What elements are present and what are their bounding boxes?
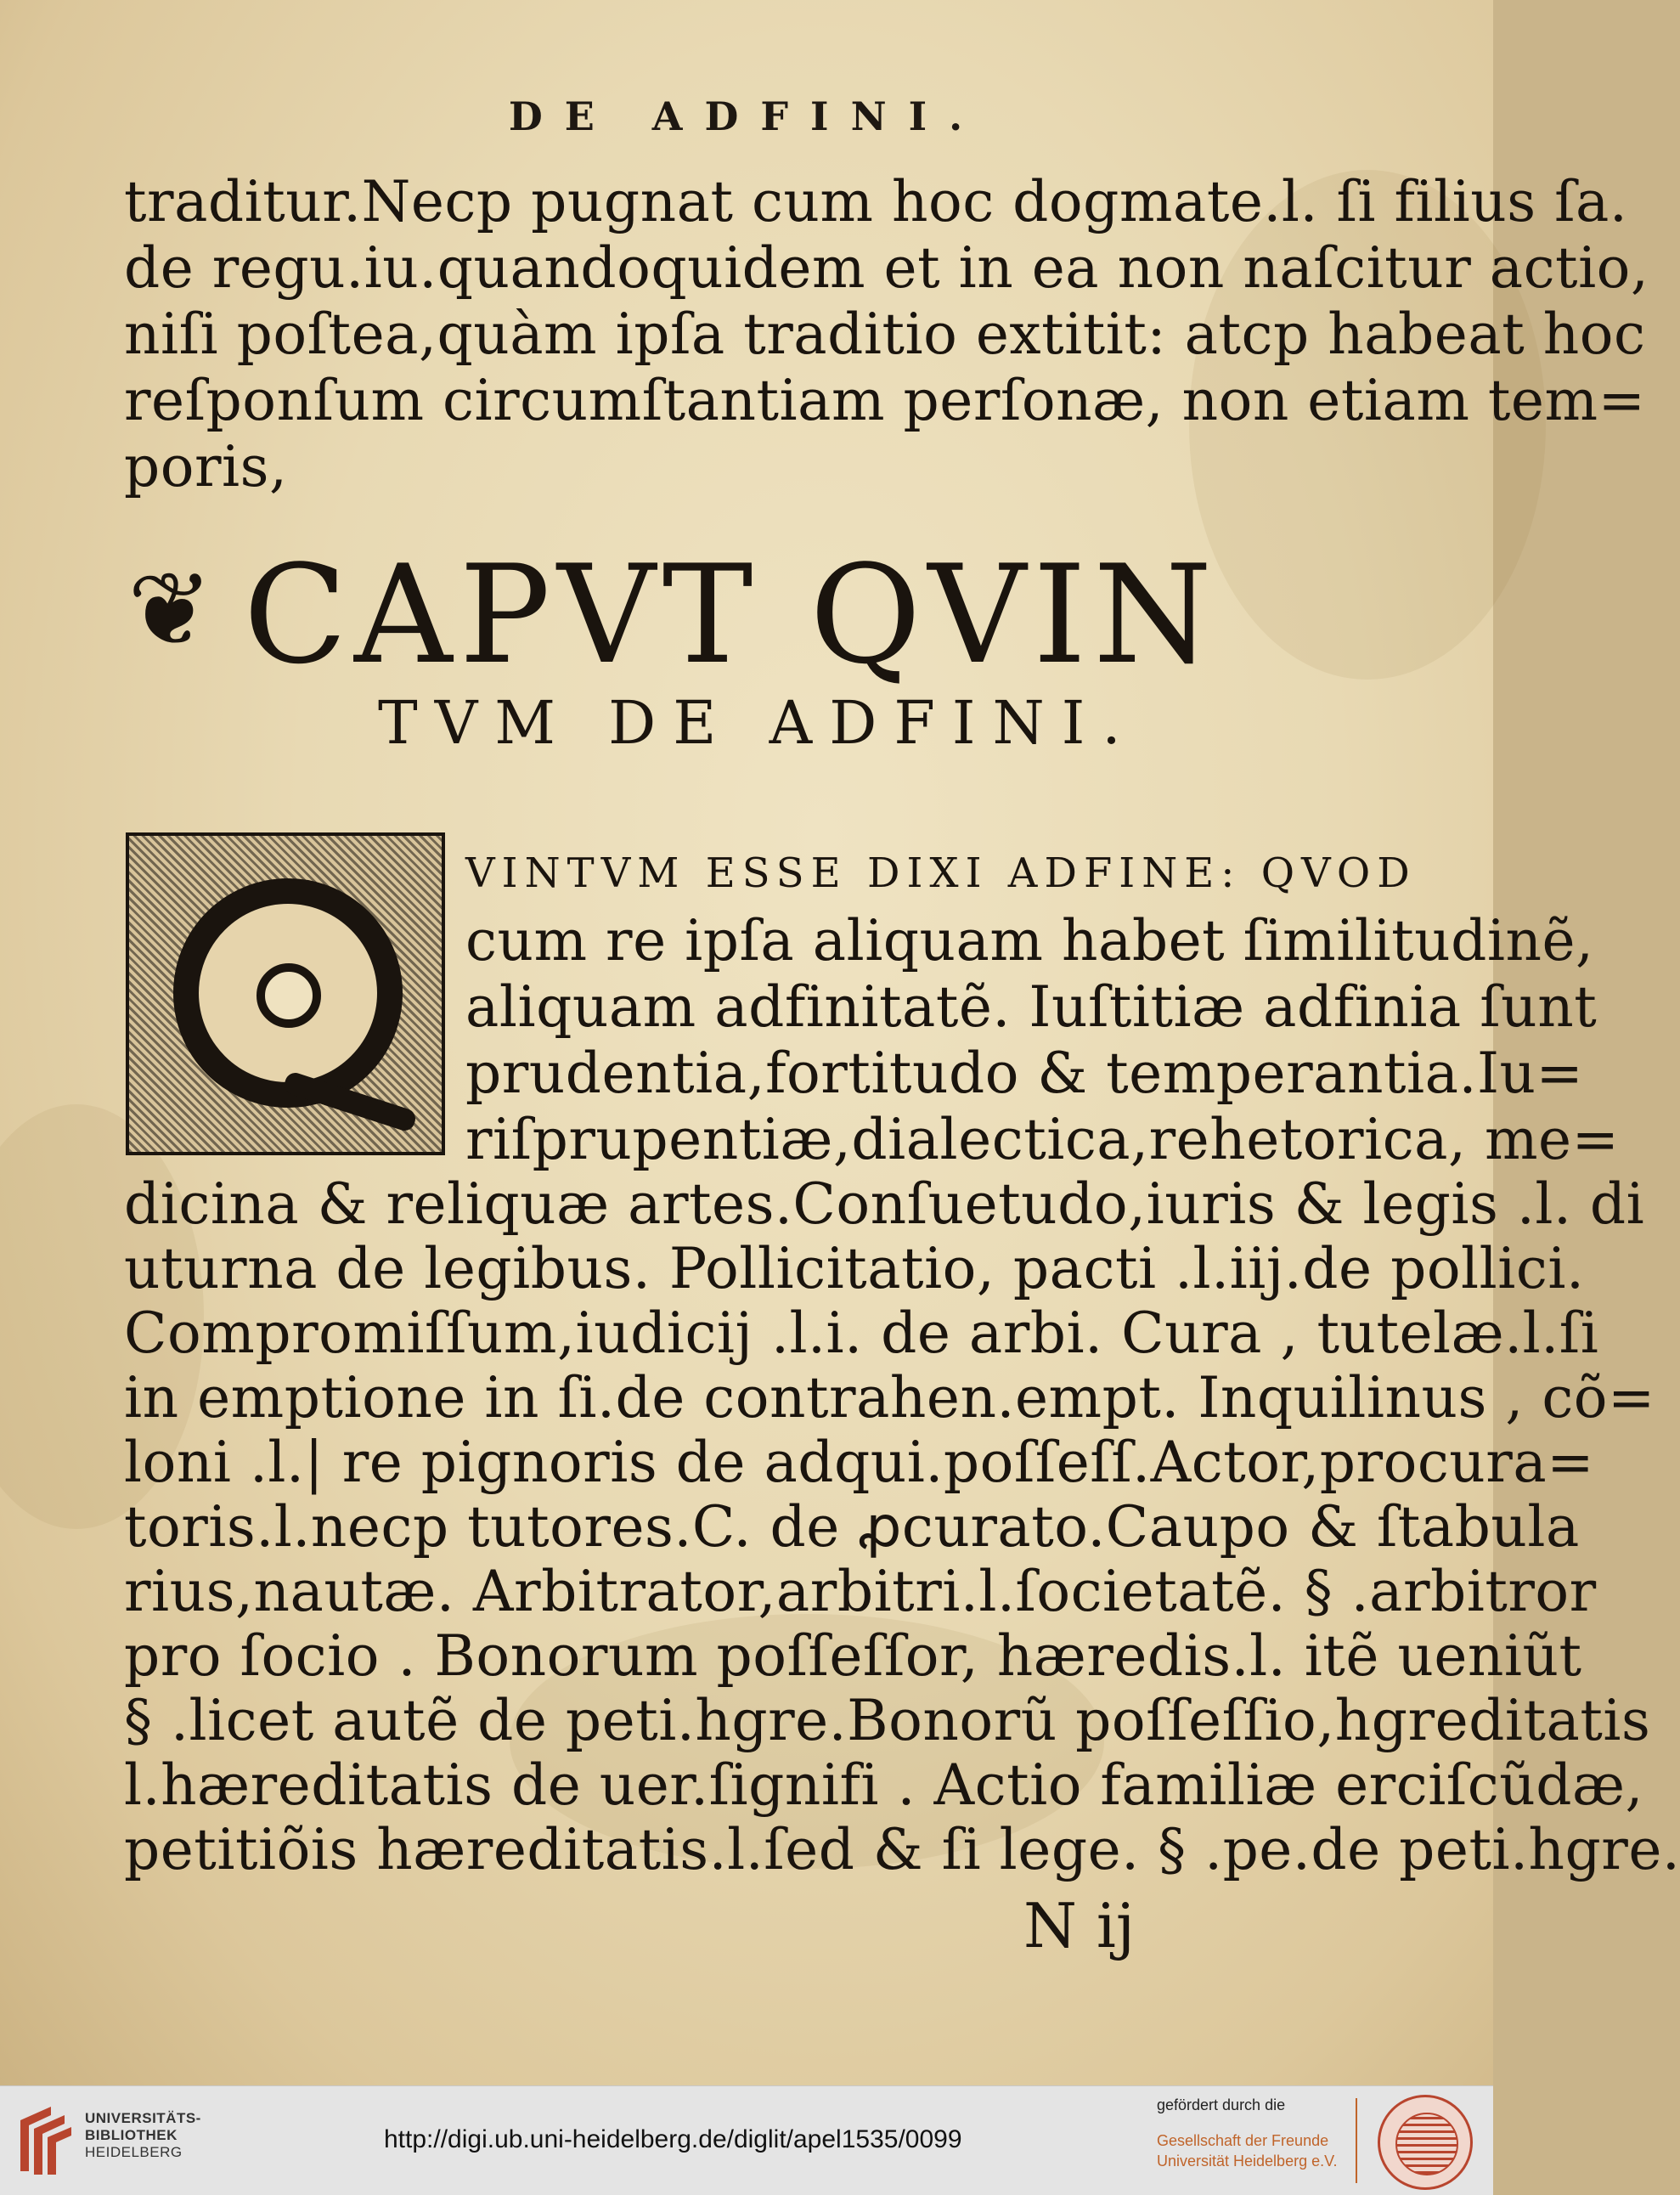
divider bbox=[1356, 2098, 1357, 2183]
library-line-1: UNIVERSITÄTS- bbox=[85, 2110, 201, 2126]
ub-heidelberg-logo-icon[interactable] bbox=[17, 2103, 75, 2176]
sponsor-name[interactable] bbox=[1157, 2130, 1337, 2171]
library-line-2: BIBLIOTHEK bbox=[85, 2127, 178, 2143]
seal-inner bbox=[1395, 2113, 1458, 2175]
text-line: traditur.Necp pugnat cum hoc dogmate.l. ſi filius ſa. bbox=[124, 169, 1628, 234]
sponsor-line-2: Universität Heidelberg e.V. bbox=[1157, 2153, 1338, 2170]
text-line: prudentia,fortitudo & temperantia.Iu= bbox=[465, 1041, 1584, 1106]
decorated-initial-q bbox=[126, 832, 445, 1155]
text-line: rius,nautæ. Arbitrator,arbitri.l.ſocietatẽ. § .arbitror bbox=[124, 1559, 1597, 1624]
chapter-title bbox=[127, 535, 1219, 694]
text-line: cum re ipſa aliquam habet ſimilitudinẽ, bbox=[465, 908, 1594, 973]
text-line: uturna de legibus. Pollicitatio, pacti .l.iij.de pollici. bbox=[124, 1236, 1585, 1301]
text-line: petitiõis hæreditatis.l.ſed & ſi lege. § .pe.de peti.hgre. bbox=[124, 1817, 1680, 1882]
chapter-title-text: CAPVT QVIN bbox=[243, 535, 1220, 694]
text-line: loni .l.| re pignoris de adqui.poſſeſſ.Actor,procura= bbox=[124, 1430, 1594, 1495]
text-line: toris.l.necp tutores.C. de ꝓcurato.Caupo & ſtabula bbox=[124, 1494, 1580, 1560]
running-head: DE ADFINI. bbox=[508, 93, 985, 139]
library-line-3: HEIDELBERG bbox=[85, 2144, 183, 2160]
fleuron-icon: ❦ bbox=[127, 551, 220, 669]
sponsor-label: gefördert durch die bbox=[1157, 2096, 1286, 2113]
text-line: de regu.iu.quandoquidem et in ea non naſcitur actio, bbox=[124, 235, 1649, 301]
text-line: Compromiſſum,iudicij .l.i. de arbi. Cura , tutelæ.l.ſi bbox=[124, 1301, 1599, 1366]
footer-bar bbox=[0, 2085, 1493, 2195]
library-name[interactable] bbox=[85, 2110, 201, 2161]
sponsor-line-1: Gesellschaft der Freunde bbox=[1157, 2132, 1329, 2149]
text-line: dicina & reliquæ artes.Conſuetudo,iuris & legis .l. di bbox=[124, 1171, 1645, 1237]
text-line: l.hæreditatis de uer.ſignifi . Actio familiæ erciſcũdæ, bbox=[124, 1752, 1643, 1818]
text-line: niſi poſtea,quàm ipſa traditio extitit: atcp habeat hoc bbox=[124, 302, 1646, 367]
signature-mark: N ij bbox=[1023, 1890, 1136, 1961]
permalink-url[interactable]: http://digi.ub.uni-heidelberg.de/diglit/apel1535/0099 bbox=[384, 2125, 962, 2153]
text-line: pro ſocio . Bonorum poſſeſſor, hæredis.l. itẽ ueniũt bbox=[124, 1623, 1582, 1689]
text-line: riſprupentiæ,dialectica,rehetorica, me= bbox=[465, 1107, 1620, 1172]
text-line: reſponſum circumſtantiam perſonæ, non etiam tem= bbox=[124, 368, 1646, 433]
initial-center bbox=[257, 963, 321, 1028]
text-line: in emptione in ſi.de contrahen.empt. Inquilinus , cõ= bbox=[124, 1365, 1655, 1430]
university-seal-icon[interactable] bbox=[1378, 2095, 1473, 2190]
chapter-subtitle: TVM DE ADFINI. bbox=[378, 688, 1138, 758]
text-line: § .licet autẽ de peti.hgre.Bonorũ poſſeſſio,hgreditatis bbox=[124, 1688, 1651, 1753]
first-line-capitals: VINTVM ESSE DIXI ADFINE: QVOD bbox=[465, 849, 1417, 897]
text-line: poris, bbox=[124, 434, 288, 499]
text-line: aliquam adfinitatẽ. Iuſtitiæ adfinia ſunt bbox=[465, 974, 1598, 1040]
